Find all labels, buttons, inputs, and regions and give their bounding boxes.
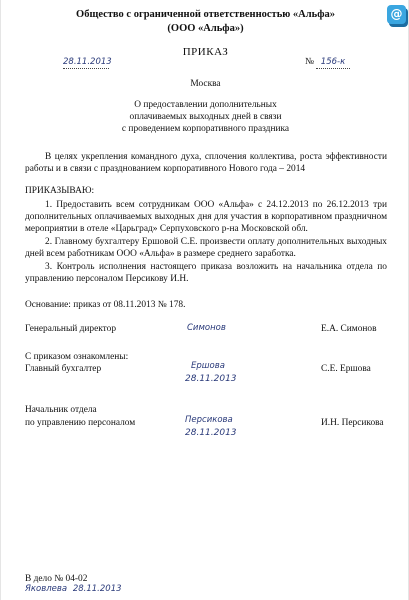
order-item-2: 2. Главному бухгалтеру Ершовой С.Е. произвести оплату дополнительных выходных дней всем работникам ООО «Альфа» в размере среднего заработка. [25, 237, 387, 260]
hr-signature: Персикова [185, 415, 233, 425]
order-date: 28.11.2013 [63, 56, 109, 69]
org-short-name: (ООО «Альфа») [167, 23, 244, 34]
clerk-date: 28.11.2013 [72, 584, 122, 594]
file-note: В дело № 04-02 [25, 574, 88, 584]
order-word: ПРИКАЗЫВАЮ: [25, 186, 95, 196]
subject-line-2: оплачиваемых выходных дней в связи [129, 112, 282, 122]
hr-date: 28.11.2013 [185, 428, 237, 438]
accountant-date: 28.11.2013 [185, 374, 237, 384]
order-number-prefix: № [305, 57, 314, 67]
accountant-name: С.Е. Ершова [321, 364, 371, 374]
order-number: 156-к [316, 56, 350, 69]
accountant-signature: Ершова [191, 361, 225, 371]
hr-role-line-1: Начальник отдела [25, 405, 97, 415]
org-name: Общество с ограниченной ответственностью «Альфа» [76, 9, 335, 20]
site-logo-icon: @ [387, 5, 406, 24]
subject-line-1: О предоставлении дополнительных [134, 100, 277, 110]
clerk-signature [25, 584, 122, 594]
hr-name: И.Н. Персикова [321, 418, 384, 428]
order-item-3: 3. Контроль исполнения настоящего приказа возложить на начальника отдела по управлению персоналом Персикову И.Н. [25, 262, 387, 285]
city: Москва [190, 79, 221, 89]
intro-paragraph: В целях укрепления командного духа, сплочения коллектива, роста эффективности работы и в связи с празднованием корпоративного Нового года – 2014 [25, 152, 387, 175]
subject-line-3: с проведением корпоративного праздника [121, 124, 290, 134]
director-signature: Симонов [187, 323, 226, 333]
basis-line: Основание: приказ от 08.11.2013 № 178. [25, 300, 186, 310]
clerk-signature-name: Яковлева [25, 584, 68, 594]
order-title: ПРИКАЗ [182, 46, 229, 58]
order-item-1: 1. Предоставить всем сотрудникам ООО «Альфа» с 24.12.2013 по 26.12.2013 три дополнительных оплачиваемых выходных дня для участия в корпоративном праздничном мероприятии в отеле «Царьград» Серпуховского р-на Московской обл. [25, 200, 387, 235]
director-name: Е.А. Симонов [321, 324, 377, 334]
hr-role-line-2: по управлению персоналом [25, 418, 136, 428]
accountant-role: Главный бухгалтер [25, 364, 102, 374]
director-role: Генеральный директор [25, 324, 117, 334]
acquainted-label: С приказом ознакомлены: [25, 352, 129, 362]
